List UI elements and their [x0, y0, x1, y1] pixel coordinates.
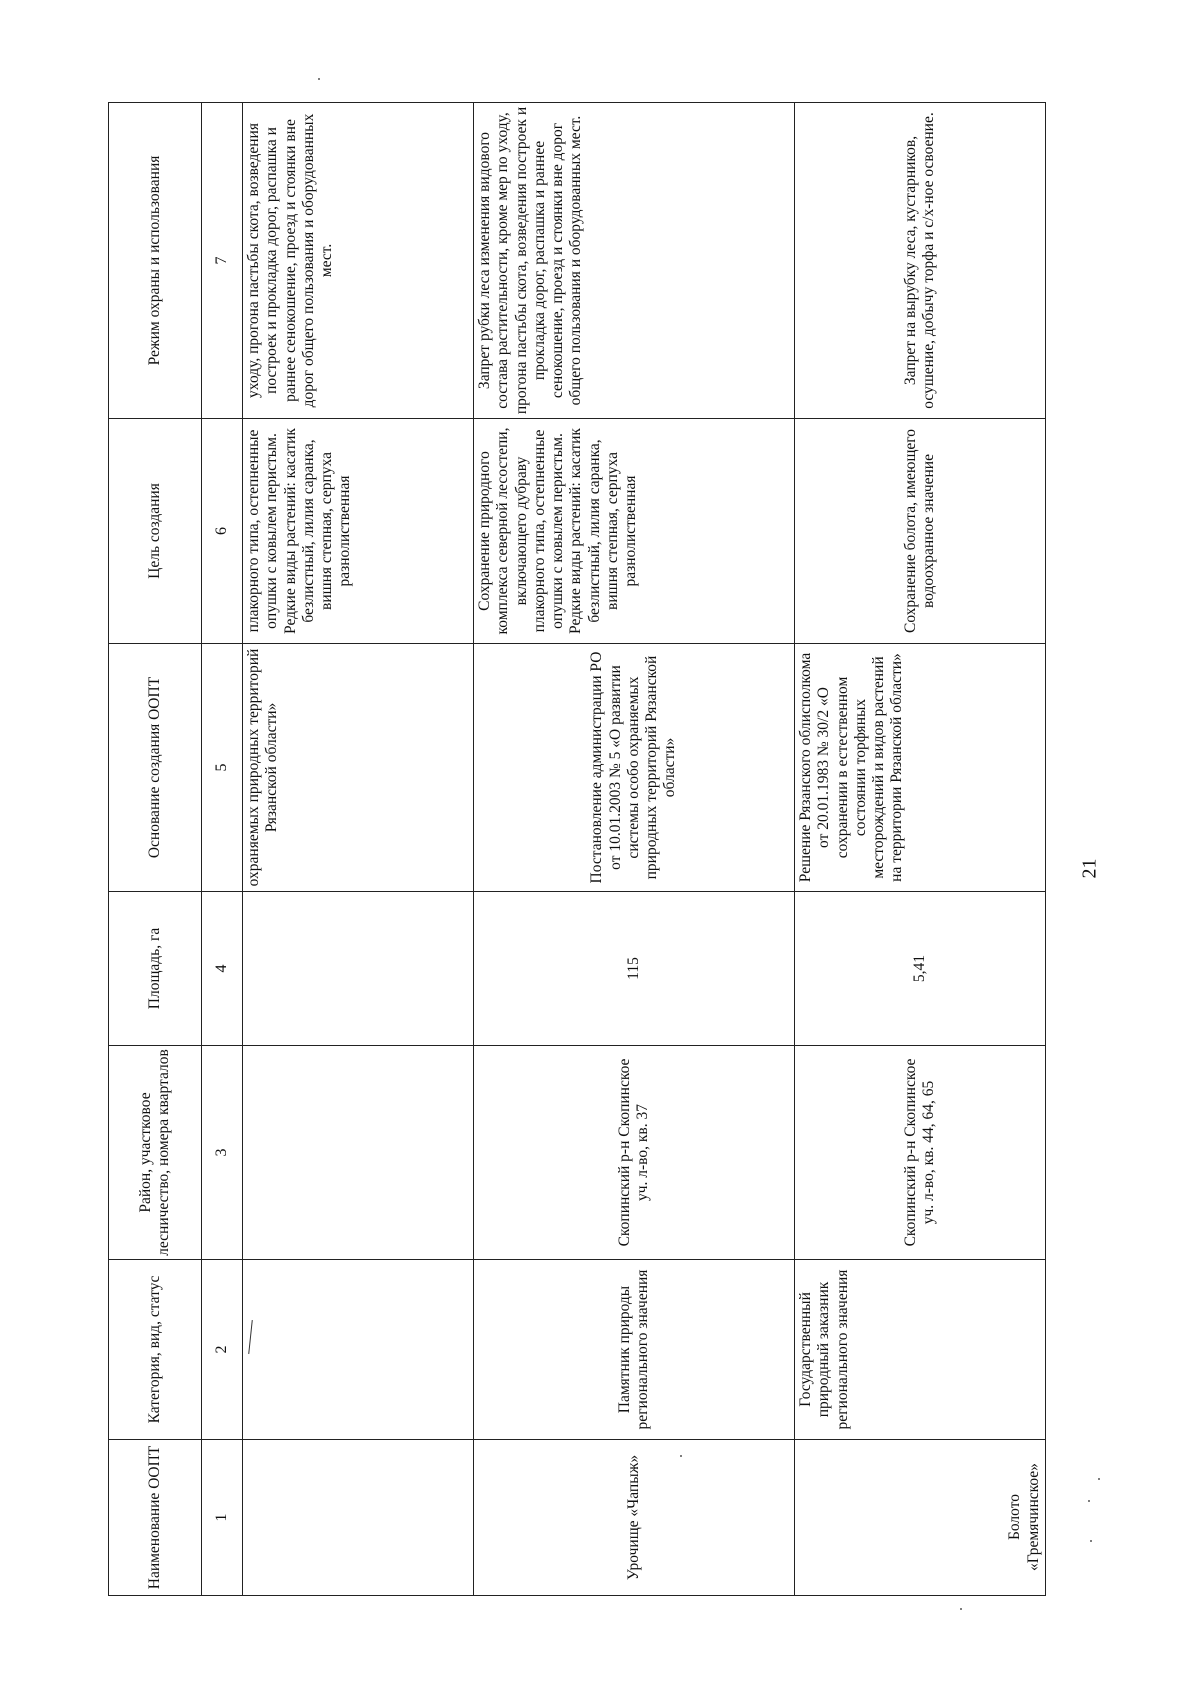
scan-speck [1090, 1540, 1092, 1542]
cell-basis: Решение Рязанского облисполкома от 20.01.1983 № 30/2 «О сохранении в естественном состоянии торфяных месторождений и видов растений на территории Рязанской области» [795, 644, 1046, 892]
cell-area [243, 892, 474, 1046]
scan-speck [1088, 1500, 1090, 1502]
protected-areas-table [108, 102, 1046, 1596]
table-row [243, 103, 474, 1596]
column-number: 5 [202, 644, 243, 892]
header-category: Категория, вид, статус [109, 1260, 202, 1440]
rotated-table-wrapper [108, 103, 1042, 1596]
cell-area: 5,41 [795, 892, 1046, 1046]
cell-purpose: Сохранение природного комплекса северной лесостепи, включающего дубраву плакорного типа, остепненные опушки с ковылем перистым. Редкие виды растений: касатик безлистный, лилия саранка, вишня степная, серпуха разнолиственная [474, 419, 795, 644]
cell-category: Государственный природный заказник регионального значения [795, 1260, 1046, 1440]
header-regime: Режим охраны и использования [109, 103, 202, 419]
column-number: 1 [202, 1440, 243, 1596]
header-district: Район, участковое лесничество, номера кварталов [109, 1046, 202, 1260]
column-number-row [202, 103, 243, 1596]
cell-district: Скопинский р-н Скопинское уч. л-во, кв. 37 [474, 1046, 795, 1260]
header-area: Площадь, га [109, 892, 202, 1046]
cell-regime: Запрет на вырубку леса, кустарников, осушение, добычу торфа и с/х-ное освоение. [795, 103, 1046, 419]
cell-name: Болото «Гремячинское» [795, 1440, 1046, 1596]
cell-district: Скопинский р-н Скопинское уч. л-во, кв. 44, 64, 65 [795, 1046, 1046, 1260]
header-basis: Основание создания ООПТ [109, 644, 202, 892]
column-number: 4 [202, 892, 243, 1046]
cell-regime: Запрет рубки леса изменения видового состава растительности, кроме мер по уходу, прогона пастьбы скота, возведения построек и прокладка дорог, распашка и раннее сенокошение, проезд и стоянки вне дорог общего пользования и оборудованных мест. [474, 103, 795, 419]
scan-speck [1098, 1478, 1100, 1480]
cell-category: Памятник природы регионального значения [474, 1260, 795, 1440]
column-number: 6 [202, 419, 243, 644]
page-number: 21 [1078, 858, 1101, 879]
cell-regime: уходу, прогона пастьбы скота, возведения построек и прокладка дорог, распашка и раннее сенокошение, проезд и стоянки вне дорог общего пользования и оборудованных мест. [243, 103, 474, 419]
table-row [474, 103, 795, 1596]
scan-speck [680, 1455, 682, 1457]
column-number: 3 [202, 1046, 243, 1260]
cell-name [243, 1440, 474, 1596]
cell-category [243, 1260, 474, 1440]
cell-area: 115 [474, 892, 795, 1046]
header-purpose: Цель создания [109, 419, 202, 644]
header-row [109, 103, 202, 1596]
header-name: Наименование ООПТ [109, 1440, 202, 1596]
cell-basis: Постановление администрации РО от 10.01.2003 № 5 «О развитии системы особо охраняемых природных территорий Рязанской области» [474, 644, 795, 892]
scan-speck [318, 78, 320, 80]
column-number: 2 [202, 1260, 243, 1440]
cell-purpose: плакорного типа, остепненные опушки с ковылем перистым. Редкие виды растений: касатик безлистный, лилия саранка, вишня степная, серпуха разнолиственная [243, 419, 474, 644]
column-number: 7 [202, 103, 243, 419]
scan-speck [960, 1608, 962, 1610]
table-row [795, 103, 1046, 1596]
cell-basis: охраняемых природных территорий Рязанской области» [243, 644, 474, 892]
cell-district [243, 1046, 474, 1260]
cell-purpose: Сохранение болота, имеющего водоохранное значение [795, 419, 1046, 644]
cell-name: Урочище «Чапыж» [474, 1440, 795, 1596]
